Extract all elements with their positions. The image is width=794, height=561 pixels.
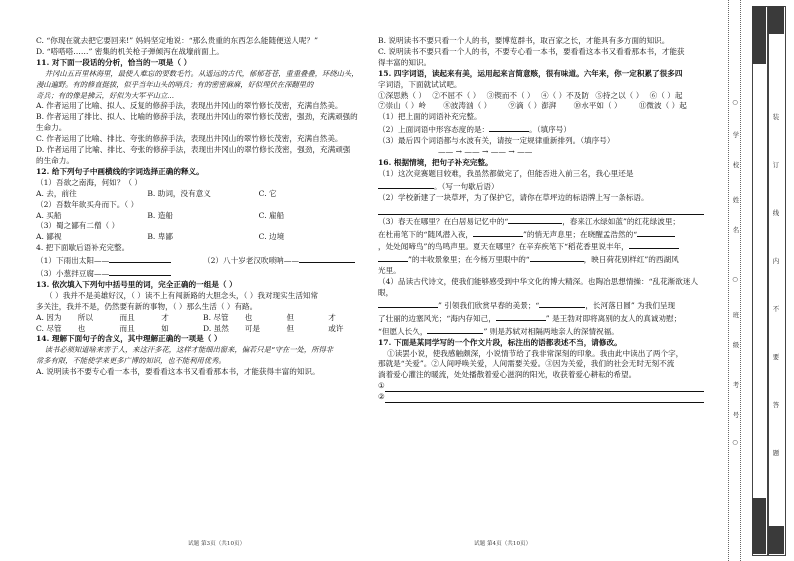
binding-char: 名 [732,226,740,234]
option: A. 去，前往 [36,188,77,198]
q15-part2: （2）上面词语中形容态度的是： [378,125,490,135]
q14-option-a: A. 说明读书不要专心看一本书，要看看这本书又看看那本书，才能获得丰富的知识。 [36,367,320,377]
binding-notice-char: 线 [772,209,780,217]
xiehouyu-1: （1）下雨出太阳—— [36,256,110,266]
q12-part1-options [36,189,370,200]
idiom: ⑦崇山（ ）岭 [378,101,426,111]
q17-passage: 淌着爱心灌注的暖流，处处播散着爱心滋润的阳光，收获着爱心耕耘的希望。 [378,370,637,380]
answer-blank[interactable] [637,228,675,237]
idiom: ⑥（ ）起 [649,90,683,100]
option: B. 卑鄙 [147,232,173,242]
q13-sentence: （ ）我并不是美雄好汉，（ ）读不上有闯新路的大胆念头，（ ）我对现实生活知常 [45,290,319,300]
q13-options-row2 [36,324,370,335]
option-word: 才 [161,312,169,322]
idiom: ⑧波涛汹（ ） [443,101,492,111]
option: B. 造船 [147,210,173,220]
binding-mark: ○ [732,275,738,283]
option-word: 才 [328,312,336,322]
answer-blank[interactable] [496,312,546,321]
option: A. 买船 [36,210,62,220]
answer-blank[interactable] [378,253,408,262]
idiom: ④（ ）不及防 [540,90,589,100]
q11-passage-line: 井冈山五百里林海里，最使人难忘的要数毛竹。从遥远的古代，郁郁苍苍，重重叠叠，环绕山头， [44,68,359,78]
option: C. 它 [258,188,277,198]
q11-option-a: A. 作者运用了比喻、拟人、反复的修辞手法，表现出井冈山的翠竹修长茂密，充满自然美。 [36,101,343,111]
q16-part4-text: 了壮丽的边塞风光；“海内存知己， [378,313,496,323]
binding-dark-block [752,498,766,554]
binding-char: 号 [732,411,740,419]
q14-option-b: B. 说明读书不要只看一个人的书，要博览群书，取百家之长，才能具有多方面的知识。 [378,36,670,45]
answer-blank[interactable] [427,325,483,334]
q15-part1: （1）把上面的词语补充完整。 [378,112,482,122]
q16-part4-text: ” 是王勃对即将离别的友人的真诚劝慰； [545,313,682,323]
option-word: 而且 [119,312,135,322]
option: C. 边境 [258,232,285,242]
binding-char: 校 [732,161,740,169]
answer-line[interactable] [378,204,704,215]
binding-notice-char: 不 [772,305,780,313]
answer-line[interactable] [385,392,704,403]
q15-words-row1 [378,91,704,102]
q11-option-d-cont: 的生命力。 [36,155,74,165]
idiom: ③锲而不（ ） [486,90,535,100]
q13-options-row1 [36,313,370,324]
answer-blank[interactable] [378,180,434,189]
q15-stem-cont: 字词语，下面就试试吧。 [378,79,462,89]
option: A. 鄙视 [36,232,62,242]
answer-blank[interactable] [109,254,171,263]
option-word: 可是 [244,323,260,333]
q14-stem: 14. 理解下面句子的含义，其中理解正确的一项是（ ） [36,334,222,344]
binding-mark: ○ [732,98,738,106]
binding-margin [712,0,794,561]
q16-part3-text: ，映日荷花别样红”的西湖风 [583,255,679,265]
option-word: 所以 [77,312,93,322]
dotted-cut-line [728,0,729,561]
answer-blank[interactable] [378,299,438,308]
q15-stem: 15. 四字词语，读起来有美，运用起来言简意赅，很有味道。六年来，你一定积累了很多四 [378,68,683,78]
q17-answer-label: ① [378,381,385,391]
idiom: ②不屈不（ ） [432,90,481,100]
binding-char: 学 [732,131,740,139]
answer-blank[interactable] [109,267,171,276]
q16-part1: （1）这次竞赛题目较难，我虽然都做完了，但能否进入前三名，我心里还是 [378,168,634,178]
option-word: 但 [286,323,295,333]
binding-char: 考 [732,381,740,389]
q15-part2-end: 。（填序号） [529,125,571,135]
q16-part4-text: ，长河落日圆” 为我们呈现 [585,300,676,310]
idiom: ⑪微波（ ）起 [638,101,687,111]
q12-part1: （1）吾欲之南海，何如？（ ） [36,177,142,187]
q16-part3-text: ，春来江水绿如蓝”的红花绿波里； [562,216,681,226]
q16-part3: （3）春天在哪里？在白居易记忆中的“ [378,216,509,226]
answer-blank[interactable] [473,228,523,237]
idiom: ⑤持之以（ ） [595,90,644,100]
q17-answer-row [378,381,704,392]
answer-blank[interactable] [629,240,679,249]
q17-passage: 那就是“关爱”。②人间呼唤关爱，人间需要关爱。③因为关爱，我们的社会无时无刻不流 [378,359,675,369]
q11-option-c: C. 作者运用了比喻、排比、夸张的修辞手法，表现出井冈山的翠竹修长茂密，充满自然美。 [36,134,343,144]
q13-sentence: 多关注，我并不是，仍然要有新的事物，（ ）那么生活（ ）有路。 [36,301,258,311]
q16-part3-text: 在杜甫笔下的“随风潜入夜， [378,229,474,239]
option-word: 也 [77,323,86,333]
q11-passage-line: 奇兵；有的像是拂云，好似为大军平山立... [36,90,175,100]
q12-part4-row [36,254,370,267]
answer-blank[interactable] [299,254,355,263]
q12-part4: 4. 把下面歇后语补充完整。 [36,243,130,253]
option: D. 虽然 [203,323,229,333]
xiehouyu-3: （3）小葱拌豆腐—— [36,269,110,279]
right-page-column [378,36,704,403]
xiehouyu-2: （2）八十岁老汉吹唢呐—— [203,256,299,266]
page-footer-left: 试题 第3页（共10页） [188,541,246,547]
option: B. 助词，没有意义 [147,188,211,198]
q16-part3-text: ”的丰收景象里；在今杨万里眼中的“ [408,255,530,265]
q16-part2: （2）学校新建了一块草坪，为了保护它，请你在草坪边的标语牌上写一条标语。 [378,192,649,202]
option: C. 尽管 [36,323,62,333]
option: C. 雇船 [258,210,285,220]
q17-answer-row [378,392,704,403]
q17-passage: ①读罢小说，使我感触颇深，小说情节给了我非常深刻的印象。我由此中读出了两个字， [387,348,684,358]
q16-stem: 16. 根据情境，把句子补充完整。 [378,157,493,167]
binding-notice-char: 装 [772,113,780,121]
page-footer-right: 试题 第4页（共10页） [474,541,532,547]
q16-part4-text: ” 则是苏轼对相隔两地亲人的深情祝福。 [483,326,619,336]
option-word: 或许 [328,323,344,333]
dotted-cut-line [740,0,741,561]
q15-words-row2 [378,101,704,112]
q15-part3: （3）最后四个词语都与水波有关，请按一定规律重新排列。（填序号） [378,136,615,146]
q11-option-b: B. 作者运用了排比、拟人、比喻的修辞手法，表现出井冈山的翠竹修长茂密，强劲，充满顽强的 [36,112,358,122]
q10-option-c: C. “你现在就去把它要回来!” 妈妈坚定地说：“那么贵重的东西怎么能随便送人呢？” [36,36,318,45]
answer-blank[interactable] [489,123,529,132]
answer-line[interactable] [385,381,704,392]
q12-part3: （3）蜀之鄙有二僧（ ） [36,221,120,231]
q16-part3-text: ，处处闻啼鸟”的鸟鸣声里。夏天在哪里？在辛弃疾笔下“稻花香里说丰年， [378,242,629,252]
left-page-column [36,36,370,378]
option-word: 而且 [119,323,135,333]
q15-sequence[interactable]: —— → —— → —— → —— [438,147,533,157]
binding-char: 姓 [732,196,740,204]
q16-part1-end: 。（写一句歇后语） [434,181,499,191]
q16-part3-text: ”的悄无声息里；在晓醒孟浩然的“ [523,229,638,239]
binding-strip [752,6,768,556]
binding-notice-char: 答 [772,401,780,409]
binding-notice-char: 订 [772,161,780,169]
binding-dark-block [768,6,784,34]
option-word: 也 [244,312,253,322]
q12-part2-options [36,211,370,222]
q10-option-d: D. “嗒嗒嗒……” 密集的机关枪子弹倾泻在战壕前面上。 [36,46,224,56]
binding-strip [768,6,786,556]
q17-answer-label: ② [378,392,385,402]
q14-passage: 常多有限，不能使学来更多广博的知识，也不能利用优秀。 [36,356,226,366]
idiom: ①深思熟（ ） [378,90,426,100]
q16-part4: （4）品读古代诗文，使我们能够感受到中华文化的博大精深。也陶冶思想情操：“乱花渐欲迷人眼， [378,277,699,298]
binding-char: 级 [732,341,740,349]
binding-notice-char: 内 [772,257,780,265]
binding-char: 班 [732,311,740,319]
q12-part3-options [36,232,370,243]
binding-notice-char: 题 [772,449,780,457]
answer-blank[interactable] [508,215,562,224]
option: B. 尽管 [203,312,229,322]
q14-passage: 读书必须知道啥来害于人，来这汗多花，这样才能细出窗来，偏若只是“守在一处，所得非 [44,345,334,355]
binding-dark-block [768,526,784,554]
idiom: ⑨滴（ ）澎湃 [508,101,557,111]
q11-passage-line: 漫山遍野。有的修直挺拔，似乎当年山头的哨兵；有的密密麻麻，好似埋伏在深翻里的 [36,79,314,89]
q12-part2: （2）吾数年欲买舟而下。（ ） [36,199,139,209]
q14-option-c-cont: 得丰富的知识。 [378,57,432,67]
option-word: 但 [286,312,295,322]
q14-option-c: C. 说明读书不要只看一个人的书，不要专心看一本书，要看看这本书又看看那本书，才能获 [378,46,685,56]
q11-option-b-cont: 生命力。 [36,123,67,133]
q16-part4-text: ” 引领我们欣赏早春的美景；“ [438,300,540,310]
idiom: ⑩水平如（ ） [573,101,622,111]
q12-stem: 12. 给下列句子中画横线的字词选择正确的释义。 [36,166,204,176]
q11-stem: 11. 对下面一段话的分析，恰当的一项是（ ） [36,57,192,67]
answer-blank[interactable] [530,253,584,262]
q17-stem: 17. 下面是某同学写的一个作文片段，标注出的语都表述不当，请修改。 [378,337,622,347]
q13-stem: 13. 依次填入下列句中括号里的词，完全正确的一组是（ ） [36,279,237,289]
answer-blank[interactable] [539,299,585,308]
binding-mark: ○ [732,438,738,446]
q11-option-d: D. 作者运用了比喻、排比、夸张的修辞手法，表现出井冈山的翠竹修长茂密，强劲，充满顽强 [36,145,351,155]
binding-dark-block [752,6,766,64]
option-word: 如 [161,323,169,333]
q16-part3-text: 光里。 [378,266,401,276]
option: A. 因为 [36,312,62,322]
q16-part4-text: “但愿人长久， [378,326,428,336]
binding-notice-char: 要 [772,353,780,361]
